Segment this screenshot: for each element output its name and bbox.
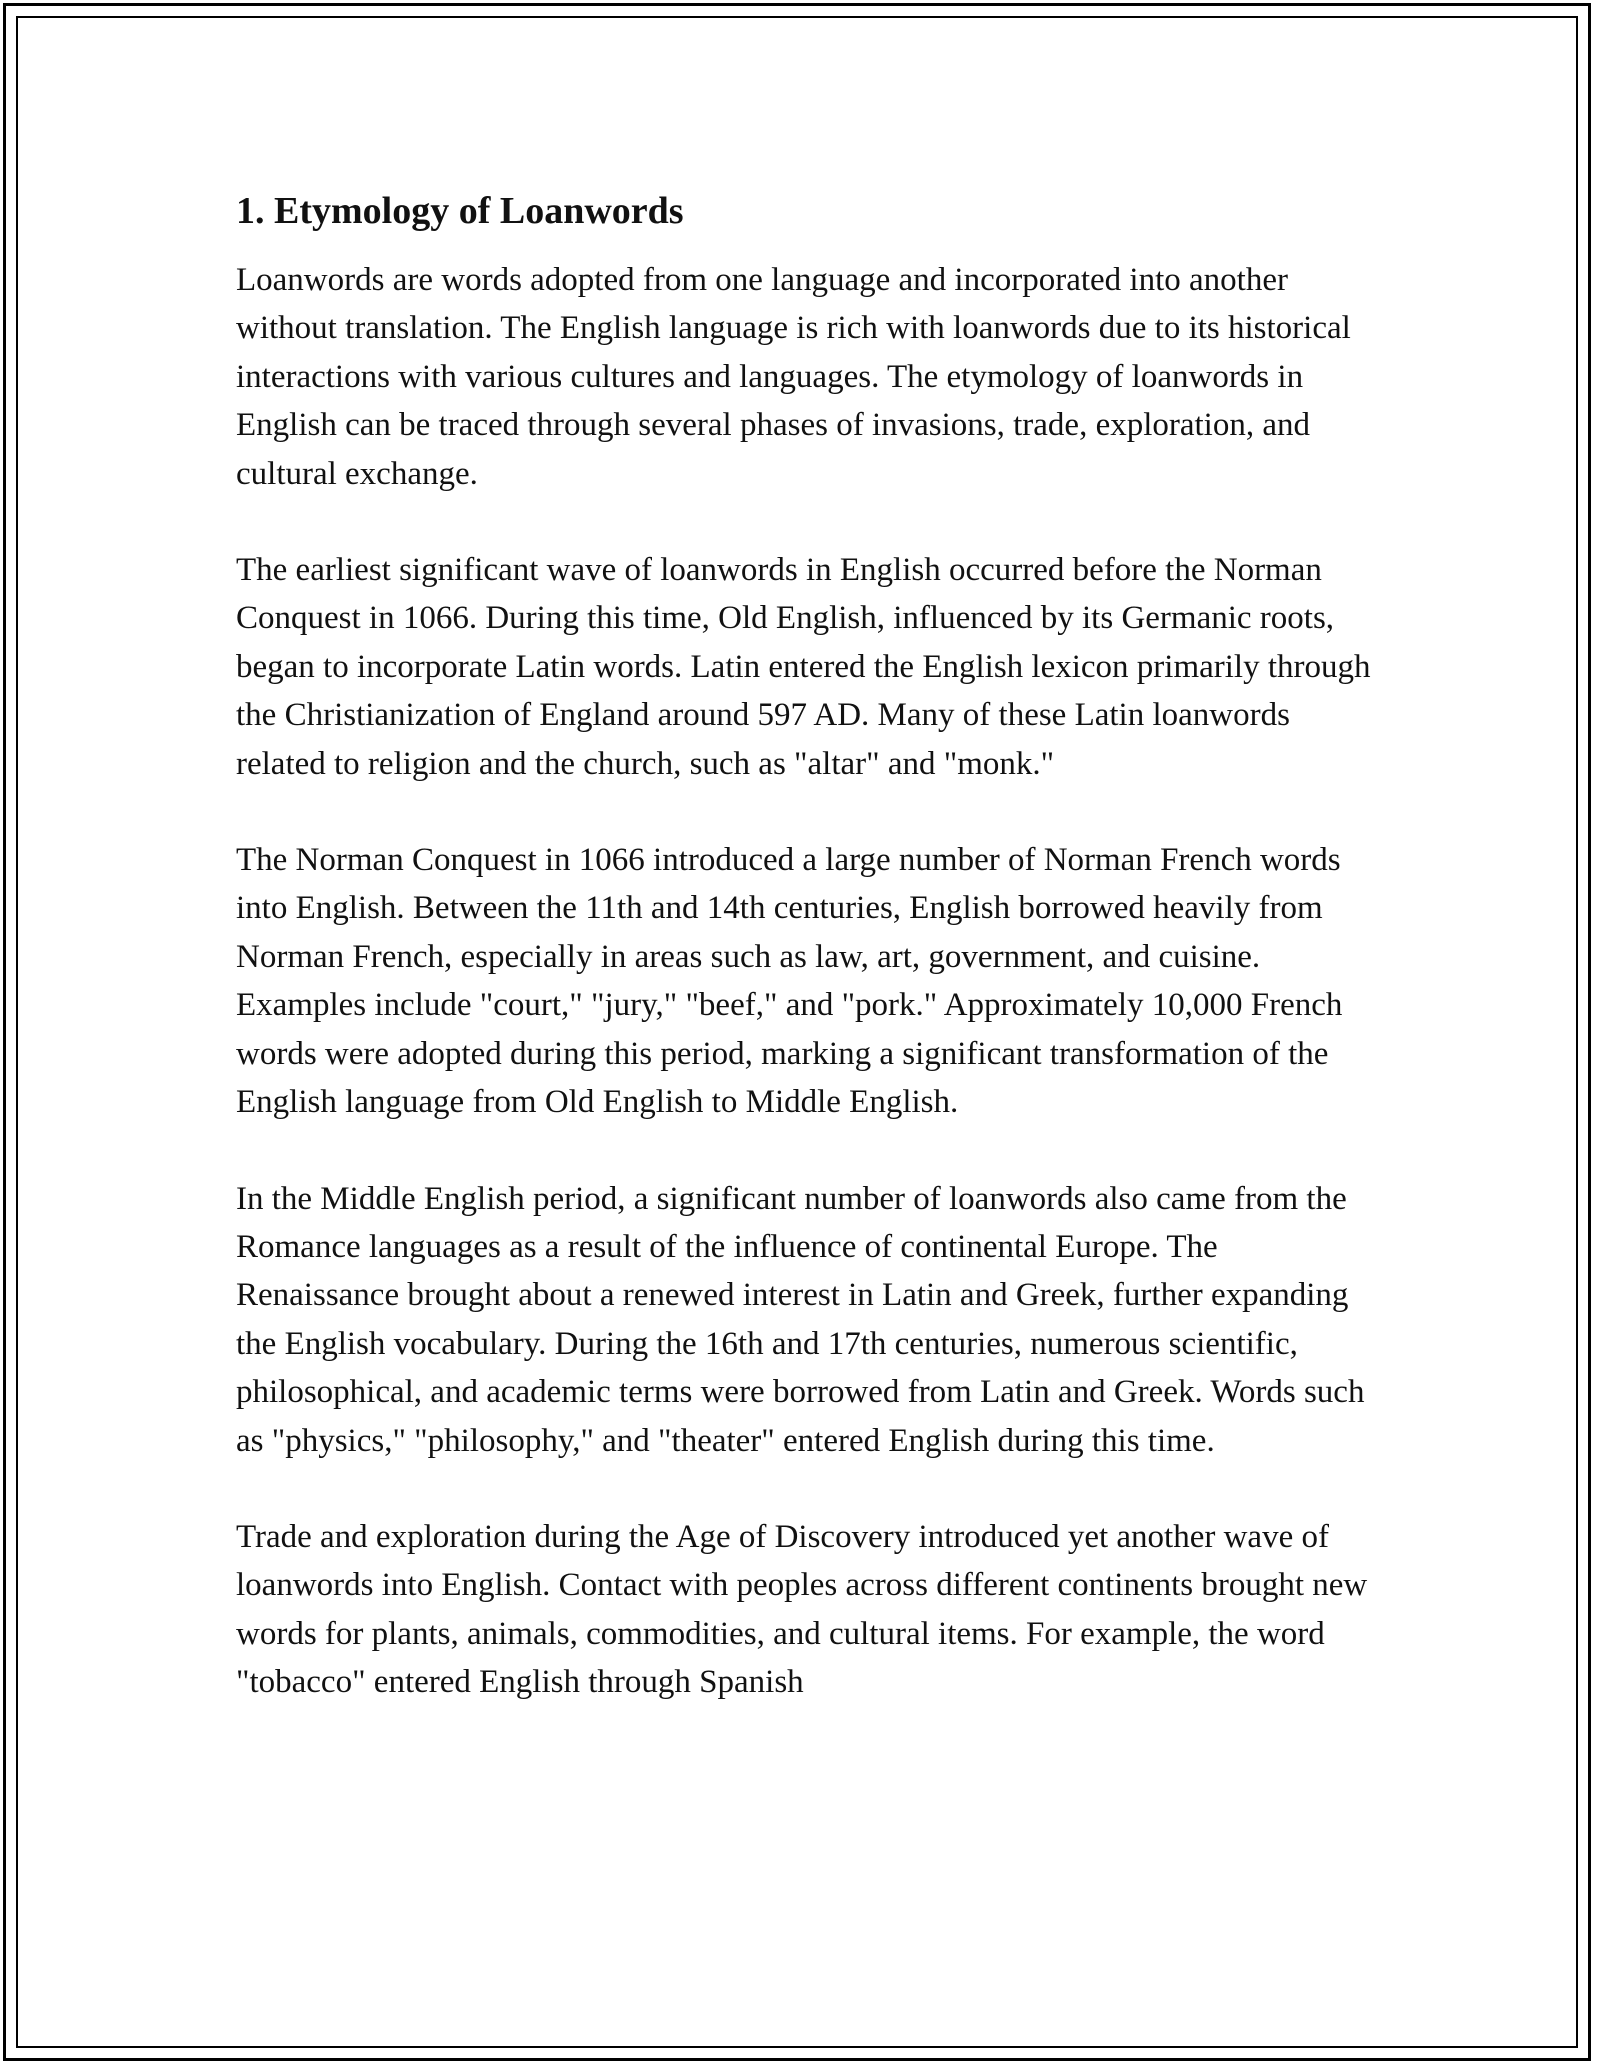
paragraph-middle-english: In the Middle English period, a significant number of loanwords also came from the Romance languages as a result of the influence of continental Europe. The Renaissance brought about a renewed interest in Latin and Greek, further expanding the English vocabulary. During the 16th and 17th centuries, numerous scientific, philosophical, and academic terms were borrowed from Latin and Greek. Words such as "physics," "philosophy," and "theater" entered English during this time. xyxy=(236,1180,1365,1459)
section-heading: 1. Etymology of Loanwords xyxy=(236,190,684,232)
document-content xyxy=(236,186,1386,1755)
paragraph-age-of-discovery: Trade and exploration during the Age of Discovery introduced yet another wave of loanwords into English. Contact with peoples across different continents brought new words for plants, animals, commodities, and cultural items. For example, the word "tobacco" entered English through Spanish xyxy=(236,1518,1368,1701)
paragraph-norman-french: The Norman Conquest in 1066 introduced a large number of Norman French words into English. Between the 11th and 14th centuries, English borrowed heavily from Norman French, especially in areas such as law, art, government, and cuisine. Examples include "court," "jury," "beef," and "pork." Approximately 10,000 French words were adopted during this period, marking a significant transformation of the English language from Old English to Middle English. xyxy=(236,842,1343,1121)
paragraph-intro: Loanwords are words adopted from one language and incorporated into another without translation. The English language is rich with loanwords due to its historical interactions with various cultures and languages. The etymology of loanwords in English can be traced through several phases of invasions, trade, exploration, and cultural exchange. xyxy=(236,262,1351,492)
paragraph-latin: The earliest significant wave of loanwords in English occurred before the Norman Conquest in 1066. During this time, Old English, influenced by its Germanic roots, began to incorporate Latin words. Latin entered the English lexicon primarily through the Christianization of England around 597 AD. Many of these Latin loanwords related to religion and the church, such as "altar" and "monk." xyxy=(236,552,1371,782)
